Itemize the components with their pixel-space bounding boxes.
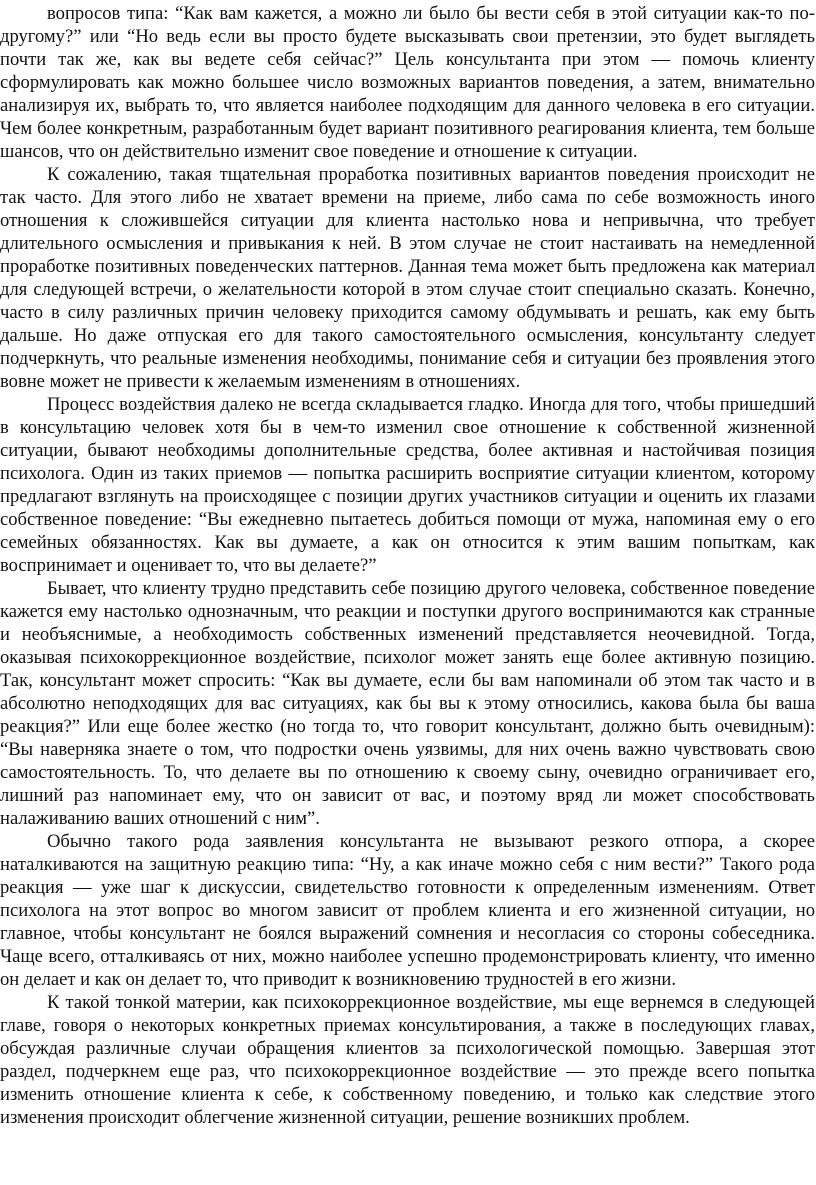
paragraph-3: Процесс воздействия далеко не всегда складывается гладко. Иногда для того, чтобы пришедший в консультацию человек хотя бы в чем-то изменил свое отношение к собственной жизненной ситуации, бывают необходимы дополнительные средства, более активная и настойчивая позиция психолога. Один из таких приемов — попытка расширить восприятие ситуации клиентом, которому предлагают взглянуть на происходящее с позиции других участников ситуации и оценить их глазами собственное поведение: “Вы ежедневно пытаетесь добиться помощи от мужа, напоминая ему о его семейных обязанностях. Как вы думаете, а как он относится к этим вашим попыткам, как воспринимает и оценивает то, что вы делаете?” (0, 394, 815, 576)
body-text (0, 2, 815, 1129)
paragraph-6: К такой тонкой материи, как психокоррекционное воздействие, мы еще вернемся в следующей главе, говоря о некоторых конкретных приемах консультирования, а также в последующих главах, обсуждая различные случаи обращения клиентов за психологической помощью. Завершая этот раздел, подчеркнем еще раз, что психокоррекционное воздействие — это прежде всего попытка изменить отношение клиента к себе, к собственному поведению, и только как следствие этого изменения происходит облегчение жизненной ситуации, решение возникших проблем. (0, 992, 815, 1128)
paragraph-2: К сожалению, такая тщательная проработка позитивных вариантов поведения происходит не так часто. Для этого либо не хватает времени на приеме, либо сама по себе возможность иного отношения к сложившейся ситуации для клиента настолько нова и непривычна, что требует длительного осмысления и привыкания к ней. В этом случае не стоит настаивать на немедленной проработке позитивных поведенческих паттернов. Данная тема может быть предложена как материал для следующей встречи, о желательности которой в этом случае стоит специально сказать. Конечно, часто в силу различных причин человеку приходится самому обдумывать и решать, как ему быть дальше. Но даже отпуская его для такого самостоятельного осмысления, консультанту следует подчеркнуть, что реальные изменения необходимы, понимание себя и ситуации без проявления этого вовне может не привести к желаемым изменениям в отношениях. (0, 164, 815, 392)
paragraph-1: вопросов типа: “Как вам кажется, а можно ли было бы вести себя в этой ситуации как-то по-другому?” или “Но ведь если вы просто будете высказывать свои претензии, это будет выглядеть почти так же, как вы ведете себя сейчас?” Цель консультанта при этом — помочь клиенту сформулировать как можно большее число возможных вариантов поведения, а затем, внимательно анализируя их, выбрать то, что является наиболее подходящим для данного человека в его ситуации. Чем более конкретным, разработанным будет вариант позитивного реагирования клиента, тем больше шансов, что он действительно изменит свое поведение и отношение к ситуации. (0, 3, 815, 162)
paragraph-5: Обычно такого рода заявления консультанта не вызывают резкого отпора, а скорее наталкиваются на защитную реакцию типа: “Ну, а как иначе можно себя с ним вести?” Такого рода реакция — уже шаг к дискуссии, свидетельство готовности к определенным изменениям. Ответ психолога на этот вопрос во многом зависит от проблем клиента и его жизненной ситуации, но главное, чтобы консультант не боялся выражений сомнения и несогласия со стороны собеседника. Чаще всего, отталкиваясь от них, можно наиболее успешно продемонстрировать клиенту, что именно он делает и как он делает то, что приводит к возникновению трудностей в его жизни. (0, 831, 815, 990)
paragraph-4: Бывает, что клиенту трудно представить себе позицию другого человека, собственное поведение кажется ему настолько однозначным, что реакции и поступки другого воспринимаются как странные и необъяснимые, а необходимость собственных изменений представляется неочевидной. Тогда, оказывая психокоррекционное воздействие, психолог может занять еще более активную позицию. Так, консультант может спросить: “Как вы думаете, если бы вам напоминали об этом так часто и в абсолютно неподходящих для вас ситуациях, как бы вы к этому относились, какова была бы ваша реакция?” Или еще более жестко (но тогда то, что говорит консультант, должно быть очевидным): “Вы наверняка знаете о том, что подростки очень уязвимы, для них очень важно чувствовать свою самостоятельность. То, что делаете вы по отношению к своему сыну, очевидно ограничивает его, лишний раз напоминает ему, что он зависит от вас, и поэтому вряд ли может способствовать налаживанию ваших отношений с ним”. (0, 578, 815, 829)
